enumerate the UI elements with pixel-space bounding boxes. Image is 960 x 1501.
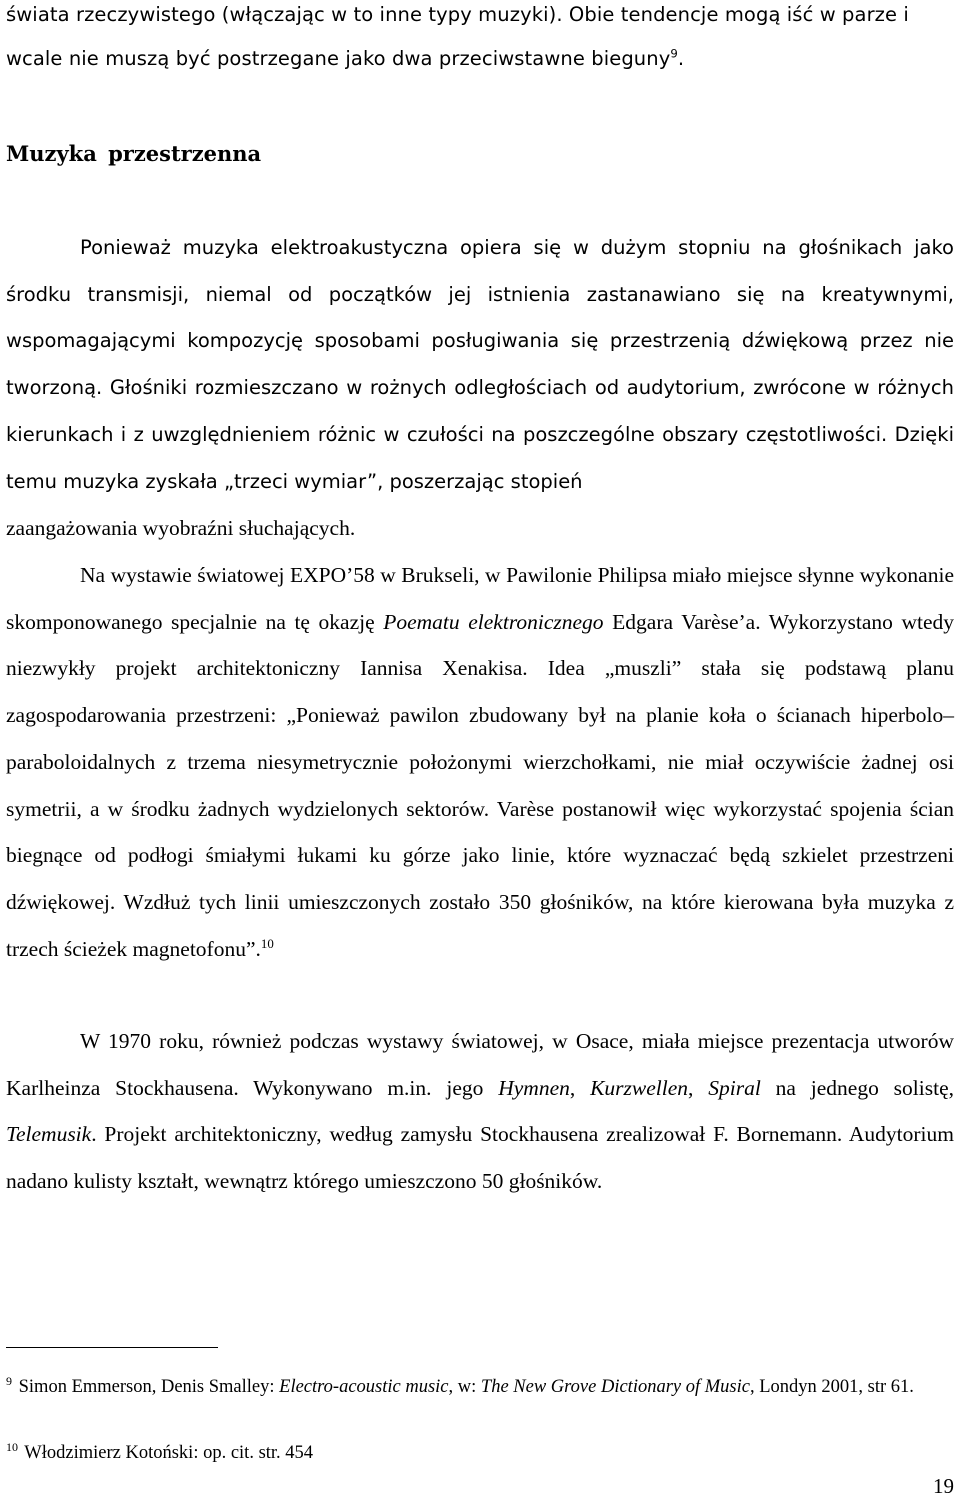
work-title-kurzwellen: Kurzwellen <box>590 1075 689 1100</box>
paragraph-3-part2: na jednego solistę, <box>760 1075 955 1100</box>
intro-line-2-end: . <box>677 47 685 70</box>
page-number: 19 <box>933 1474 954 1498</box>
separator-1: , <box>569 1075 591 1100</box>
paragraph-1-text: Ponieważ muzyka elektroakustyczna opiera się w dużym stopniu na głośnikach jako środku transmisji, niemal od początków jej istnienia zastanawiano się na kreatywnymi, wspomagającymi kompozycję sposobami posługiwania się przestrzenią dźwiękową przez nie tworzoną. Głośniki rozmieszczano w rożnych odległościach od audytorium, zwrócone w różnych kierunkach i z uwzględnieniem różnic w czułości na poszczególne obszary częstotliwości. Dzięki temu muzyka zyskała „trzeci wymiar”, poszerzając stopień <box>6 236 954 493</box>
footnote-middle: , w: <box>448 1377 481 1397</box>
paragraph-2-text <box>6 552 954 972</box>
paragraph-3 <box>6 1018 954 1205</box>
footnote-ref-10[interactable]: 10 <box>260 936 274 951</box>
footnote-9 <box>6 1368 936 1401</box>
separator-2: , <box>688 1075 709 1100</box>
paragraph-1 <box>6 225 954 552</box>
footnote-10 <box>6 1434 936 1467</box>
work-title-telemusik: Telemusik <box>6 1122 92 1147</box>
footnote-separator <box>6 1347 218 1348</box>
paragraph-2-part1: Na wystawie światowej EXPO’58 w Brukseli, w Pawilonie Philipsa miało miejsce słynne wykonanie skomponowanego specjalnie na tę okazję <box>6 563 954 634</box>
footnote-ref-9[interactable]: 9 <box>670 46 678 61</box>
work-title-hymnen: Hymnen <box>498 1075 570 1100</box>
intro-line-2 <box>6 46 685 70</box>
footnote-end: , Londyn 2001, str 61. <box>749 1377 914 1397</box>
paragraph-3-text <box>6 1018 954 1205</box>
footnote-authors: Simon Emmerson, Denis Smalley: <box>14 1377 280 1397</box>
work-title-poemat: Poematu elektronicznego <box>383 609 604 634</box>
paragraph-3-part1: W 1970 roku, również podczas wystawy światowej, w Osace, miała miejsce prezentacja utworów Karlheinza Stockhausena. Wykonywano m.in. jego <box>6 1029 954 1100</box>
footnote-text: Włodzimierz Kotoński: op. cit. str. 454 <box>20 1443 314 1463</box>
paragraph-3-part3: . Projekt architektoniczny, według zamysłu Stockhausena zrealizował F. Bornemann. Audytorium nadano kulisty kształt, wewnątrz którego umieszczono 50 głośników. <box>6 1122 954 1194</box>
footnote-number: 10 <box>6 1440 18 1454</box>
section-heading: Muzyka przestrzenna <box>6 141 262 166</box>
work-title-spiral: Spiral <box>708 1075 761 1100</box>
paragraph-2-part2: Edgara Varèse’a. Wykorzystano wtedy niezwykły projekt architektoniczny Iannisa Xenakisa. Idea „muszli” stała się podstawą planu zagospodarowania przestrzeni: „Ponieważ pawilon zbudowany był na planie koła o ścianach hiperbolo–paraboloidalnych z trzema niesymetrycznie położonymi wierzchołkami, nie miał oczywiście żadnej osi symetrii, a w środku żadnych wydzielonych sektorów. Varèse postanowił więc wykorzystać spojenia ścian biegnące od podłogi śmiałymi łukami ku górze jako linie, które wyznaczać będą szkielet przestrzeni dźwiękowej. Wzdłuż tych linii umieszczonych zostało 350 głośników, na które kierowana była muzyka z trzech ścieżek magnetofonu”. <box>6 609 954 961</box>
intro-line-2-text: wcale nie muszą być postrzegane jako dwa przeciwstawne bieguny <box>6 47 671 70</box>
footnote-source: The New Grove Dictionary of Music <box>480 1377 750 1397</box>
paragraph-2 <box>6 552 954 972</box>
footnote-number: 9 <box>6 1374 12 1388</box>
footnote-title: Electro-acoustic music <box>279 1377 449 1397</box>
intro-line-1: świata rzeczywistego (włączając w to inne typy muzyki). Obie tendencje mogą iść w parze i <box>6 3 909 26</box>
paragraph-1-tail: zaangażowania wyobraźni słuchających. <box>6 516 356 541</box>
